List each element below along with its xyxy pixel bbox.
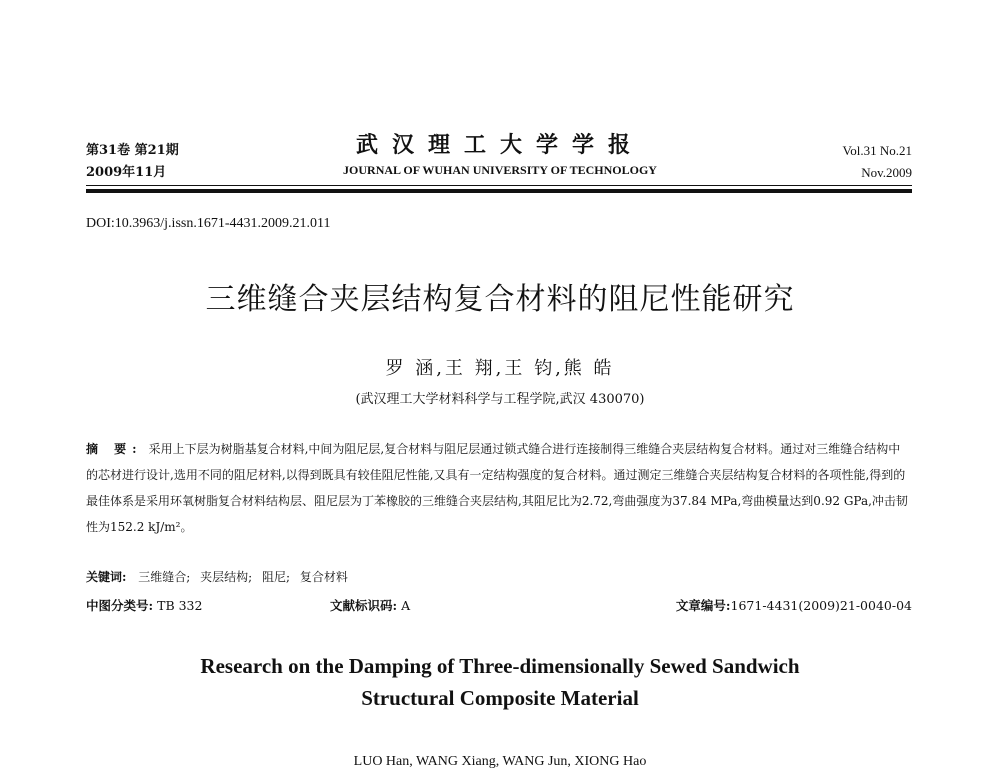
date-en: Nov.2009 bbox=[861, 165, 912, 180]
document-code bbox=[330, 596, 410, 614]
article-no-label: 文章编号: bbox=[675, 598, 731, 613]
volume-issue-cn: 第31卷 第21期 bbox=[86, 143, 179, 158]
keywords bbox=[86, 568, 354, 585]
abstract bbox=[86, 436, 912, 540]
article-number bbox=[676, 596, 912, 614]
authors-cn: 罗 涵,王 翔,王 钧,熊 皓 bbox=[385, 358, 615, 379]
doc-code-label: 文献标识码: bbox=[330, 598, 398, 613]
doc-code-value: A bbox=[401, 598, 411, 613]
authors-en: LUO Han, WANG Xiang, WANG Jun, XIONG Hao bbox=[353, 754, 647, 769]
journal-title-en: JOURNAL OF WUHAN UNIVERSITY OF TECHNOLOGY bbox=[343, 163, 657, 177]
keyword: 复合材料 bbox=[299, 570, 348, 584]
clc-number bbox=[86, 596, 202, 614]
clc-label: 中图分类号: bbox=[86, 598, 154, 613]
article-title-en bbox=[0, 650, 1000, 714]
abstract-label: 摘 要: bbox=[86, 442, 143, 456]
keyword: 阻尼; bbox=[262, 570, 291, 584]
abstract-text: 采用上下层为树脂基复合材料,中间为阻尼层,复合材料与阻尼层通过锁式缝合进行连接制得三维缝合夹层结构复合材料。通过对三维缝合结构中的芯材进行设计,选用不同的阻尼材料,以得到既具有较佳阻尼性能,又具有一定结构强度的复合材料。通过测定三维缝合夹层结构复合材料的各项性能,得到的最佳体系是采用环氧树脂复合材料结构层、阻尼层为丁苯橡胶的三维缝合夹层结构,其阻尼比为2.72,弯曲强度为37.84 MPa,弯曲模量达到0.92 GPa,冲击韧性为152.2 kJ/m²。 bbox=[86, 442, 908, 534]
article-title-cn: 三维缝合夹层结构复合材料的阻尼性能研究 bbox=[205, 282, 795, 317]
title-en-line1: Research on the Damping of Three-dimensionally Sewed Sandwich bbox=[200, 654, 800, 678]
volume-issue-en: Vol.31 No.21 bbox=[842, 143, 912, 158]
journal-title-cn: 武汉理工大学学报 bbox=[355, 132, 644, 158]
issue-info bbox=[86, 140, 179, 184]
header-rule-thin bbox=[86, 185, 912, 186]
keywords-label: 关键词: bbox=[86, 570, 127, 584]
issue-info-en bbox=[843, 140, 912, 184]
keyword: 三维缝合; bbox=[138, 570, 191, 584]
header-rule-thick bbox=[86, 189, 912, 193]
date-cn: 2009年11月 bbox=[86, 165, 167, 180]
journal-masthead bbox=[290, 130, 710, 180]
title-en-line2: Structural Composite Material bbox=[361, 686, 639, 710]
affiliation-cn: (武汉理工大学材料科学与工程学院,武汉 430070) bbox=[355, 392, 645, 407]
clc-value: TB 332 bbox=[157, 598, 203, 613]
keyword: 夹层结构; bbox=[200, 570, 253, 584]
doi[interactable]: DOI:10.3963/j.issn.1671-4431.2009.21.011 bbox=[86, 216, 331, 231]
article-no-value: 1671-4431(2009)21-0040-04 bbox=[730, 598, 912, 613]
